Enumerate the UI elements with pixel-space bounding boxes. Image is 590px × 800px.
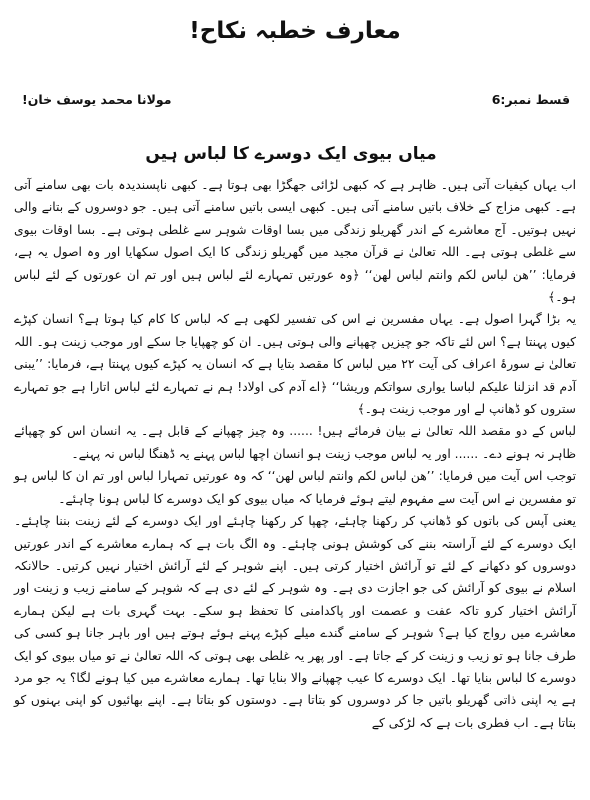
paragraph: یہ بڑا گہرا اصول ہے۔ یہاں مفسرین نے اس کی تفسیر لکھی ہے کہ لباس کا کام کیا ہوتا ہے؟ انسان کپڑے کیوں پہنتا ہے؟ اس لئے تاکہ جو چیزیں چھپانے والی ہوتی ہیں۔ ان کو چھپایا جا سکے اور موجب زینت ہو۔ اللہ تعالیٰ نے سورۂ اعراف کی آیت ۲۲ میں لباس کا مقصد بتایا ہے کہ انسان یہ کپڑے کیوں پہنتا ہے، فرمایا: ’’یبنی آدم قد انزلنا علیکم لباسا یواری سواتکم وریشا‘‘ ﴿اے آدم کی اولاد! ہم نے تمہارے لئے لباس اتارا ہے جو تمہارے ستروں کو ڈھانپ لے اور موجب زینت ہو۔﴾	[14, 312, 576, 417]
episode-number: قسط نمبر:6	[491, 92, 570, 107]
article-body	[14, 174, 576, 734]
author-name: مولانا محمد یوسف خان!	[22, 92, 172, 107]
paragraph: لباس کے دو مقصد اللہ تعالیٰ نے بیان فرمائے ہیں! ...... وہ چیز چھپانے کے قابل ہے۔ یہ انسان اس کو چھپائے ظاہر نہ ہونے دے۔ ...... اور یہ لباس موجب زینت ہو انسان اچھا لباس پہنے یہ ڈھنگا لباس نہ پہنے۔	[14, 424, 576, 461]
paragraph: توجب اس آیت میں فرمایا: ’’ھن لباس لکم وانتم لباس لھن‘‘ کہ وہ عورتیں تمہارا لباس اور تم ان کا لباس ہو تو مفسرین نے اس آیت سے مفہوم لیتے ہوئے فرمایا کہ میاں بیوی کو ایک دوسرے کا لباس ہونا چاہئے۔	[14, 469, 576, 506]
paragraph: اب یہاں کیفیات آتی ہیں۔ ظاہر ہے کہ کبھی لڑائی جھگڑا بھی ہوتا ہے۔ کبھی ناپسندیدہ بات بھی سامنے آتی ہے۔ کبھی مزاج کے خلاف باتیں سامنے آتی ہیں۔ کبھی ایسی باتیں سامنے آتی ہیں۔ جو دوسروں کے بتانے والی نہیں ہوتیں۔ آج معاشرے کے اندر گھریلو زندگی میں بسا اوقات شوہر سے غلطی ہوتی ہے۔ بسا اوقات بیوی سے غلطی ہوتی ہے۔ اللہ تعالیٰ نے قرآن مجید میں گھریلو زندگی کا ایک اصول سکھایا اور وہ اصول یہ ہے، فرمایا: ’’ھن لباس لکم وانتم لباس لھن‘‘ ﴿وہ عورتیں تمہارے لئے لباس ہیں اور تم ان عورتوں کے لئے لباس ہو۔﴾	[14, 178, 576, 305]
article-title: معارف خطبہ نکاح!	[189, 18, 401, 44]
section-heading: میاں بیوی ایک دوسرے کا لباس ہیں	[145, 144, 437, 164]
paragraph: یعنی آپس کی باتوں کو ڈھانپ کر رکھنا چاہئے، چھپا کر رکھنا چاہئے اور ایک دوسرے کے لئے زینت بننا چاہئے۔ ایک دوسرے کے لئے آراستہ بننے کی کوشش ہونی چاہئے۔ وہ الگ بات ہے کہ ہمارے معاشرے کے اندر عورتیں دوسروں کو دکھانے کے لئے تو آرائش اختیار کرتی ہیں۔ اپنے شوہر کے لئے آرائش اختیار نہیں کرتیں۔ حالانکہ اسلام نے بیوی کو آرائش کی جو اجازت دی ہے۔ وہ شوہر کے لئے دی ہے کہ شوہر کے سامنے زیب و زینت اور آرائش اختیار کرو تاکہ عفت و عصمت اور پاکدامنی کا تحفظ ہو سکے۔ بہت گہری بات ہے لیکن ہمارے معاشرے میں رواج کیا ہے؟ شوہر کے سامنے گندے میلے کپڑے پہنے ہوئے ہوتے ہیں اور باہر جانا ہو کسی کی طرف جانا ہو تو زیب و زینت کر کے جاتا ہے۔ اور پھر یہ غلطی بھی ہوتی کہ اللہ تعالیٰ نے تو میاں بیوی کو ایک دوسرے کا لباس بنایا تھا۔ ایک دوسرے کا عیب چھپانے والا بنایا تھا۔ ہمارے معاشرے میں کیا ہونے لگا؟ یہ جو مرد ہے یہ اپنی ذاتی گھریلو باتیں جا کر دوسروں کو بتاتا ہے۔ دوستوں کو بتاتا ہے۔ اپنے بھائیوں کو اپنی بہنوں کو بتاتا ہے۔ اب فطری بات ہے کہ لڑکی کے	[14, 514, 576, 730]
article-meta	[22, 92, 570, 114]
